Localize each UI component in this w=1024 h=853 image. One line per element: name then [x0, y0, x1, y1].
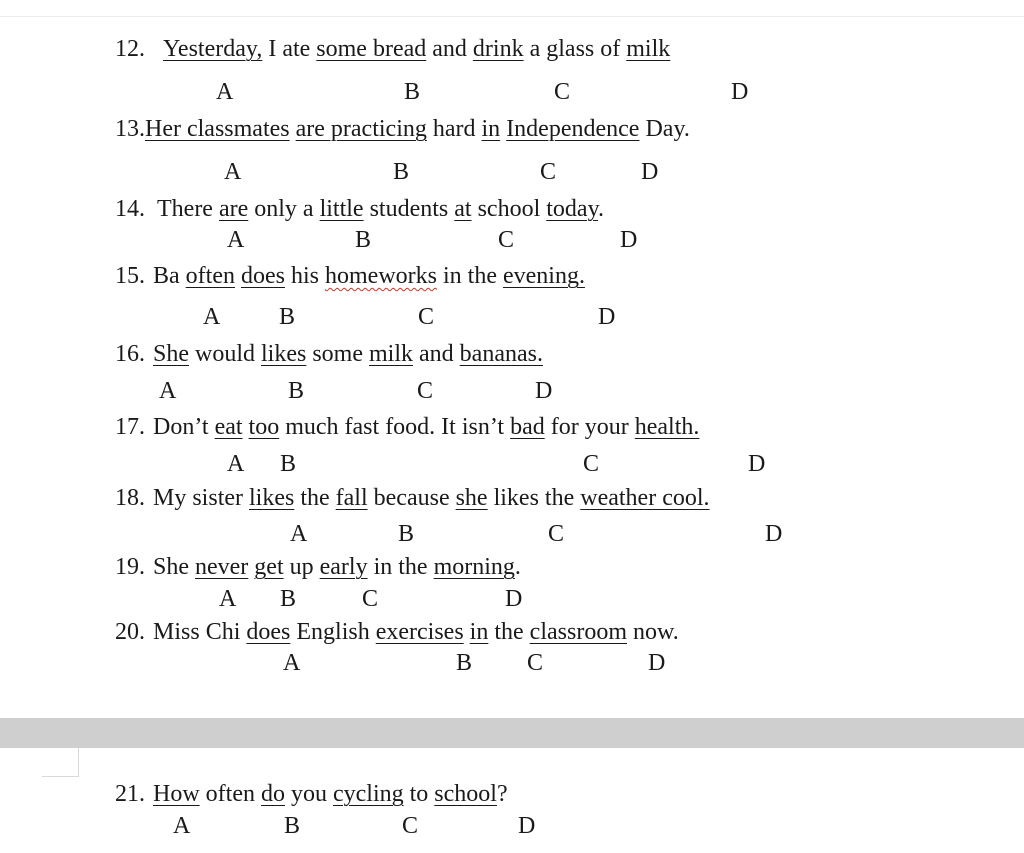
option-letter-a: A	[203, 304, 221, 330]
option-letter-c: C	[402, 813, 419, 839]
option-letter-a: A	[219, 586, 237, 612]
underlined-part-b: do	[260, 781, 285, 807]
question-14: 14. There are only a little students at school today.	[115, 196, 605, 222]
underlined-part-b: fall	[335, 485, 368, 511]
question-number: 18.	[115, 485, 145, 511]
option-letter-d: D	[731, 79, 749, 105]
underlined-part-a: Yesterday,	[163, 36, 263, 62]
page-top-edge	[0, 0, 1024, 17]
underlined-part-a: likes	[249, 485, 295, 511]
option-letter-c: C	[540, 159, 557, 185]
underlined-part-d: school	[434, 781, 497, 807]
underlined-part-a: does	[246, 619, 291, 645]
underlined-part-b: too	[248, 414, 280, 440]
question-number: 20.	[115, 619, 145, 645]
underlined-part-b: get	[254, 554, 284, 580]
underlined-part-c: homeworks	[325, 263, 437, 289]
underlined-part-d: morning	[433, 554, 515, 580]
underlined-part-c: bad	[510, 414, 545, 440]
option-letter-b: B	[404, 79, 421, 105]
option-letter-b: B	[398, 521, 415, 547]
question-number: 13.	[115, 116, 145, 142]
question-17: 17. Don’t eat too much fast food. It isn’t bad for your health.	[115, 414, 700, 440]
underlined-part-b: some bread	[316, 36, 427, 62]
question-21: 21. How often do you cycling to school?	[115, 781, 508, 807]
option-letter-b: B	[284, 813, 301, 839]
question-13: 13.Her classmates are practicing hard in Independence Day.	[115, 116, 690, 142]
option-letter-d: D	[535, 378, 553, 404]
question-number: 19.	[115, 554, 145, 580]
option-letter-c: C	[418, 304, 435, 330]
option-letter-d: D	[765, 521, 783, 547]
underlined-part-c: drink	[472, 36, 524, 62]
underlined-part-a: How	[153, 781, 200, 807]
question-number: 12.	[115, 36, 145, 62]
underlined-part-b: exercises	[375, 619, 464, 645]
underlined-part-c: cycling	[332, 781, 404, 807]
question-20: 20. Miss Chi does English exercises in the classroom now.	[115, 619, 679, 645]
question-15: 15. Ba often does his homeworks in the evening.	[115, 263, 585, 289]
underlined-part-a: often	[185, 263, 235, 289]
option-letter-a: A	[227, 451, 245, 477]
option-letter-b: B	[456, 650, 473, 676]
option-letter-c: C	[527, 650, 544, 676]
underlined-part-d: classroom	[529, 619, 627, 645]
option-letter-c: C	[554, 79, 571, 105]
underlined-part-c: she	[455, 485, 488, 511]
underlined-part-d: health.	[634, 414, 700, 440]
option-letter-c: C	[548, 521, 565, 547]
option-letter-a: A	[173, 813, 191, 839]
option-letter-a: A	[227, 227, 245, 253]
underlined-part-d: Independence	[506, 116, 640, 142]
option-letter-b: B	[280, 451, 297, 477]
question-number: 16.	[115, 341, 145, 367]
underlined-part-a: never	[195, 554, 249, 580]
option-letter-d: D	[648, 650, 666, 676]
page-separator	[0, 718, 1024, 748]
question-number: 21.	[115, 781, 145, 807]
underlined-part-a: are	[218, 196, 249, 222]
underlined-part-a: She	[153, 341, 189, 367]
option-letter-a: A	[290, 521, 308, 547]
underlined-part-d: weather cool.	[580, 485, 710, 511]
option-letter-c: C	[417, 378, 434, 404]
option-letter-b: B	[355, 227, 372, 253]
page-corner-mark	[42, 748, 79, 777]
question-16: 16. She would likes some milk and bananas.	[115, 341, 543, 367]
option-letter-b: B	[393, 159, 410, 185]
underlined-part-c: early	[319, 554, 368, 580]
underlined-part-c: milk	[369, 341, 414, 367]
option-letter-a: A	[283, 650, 301, 676]
option-letter-d: D	[620, 227, 638, 253]
underlined-part-d: evening.	[502, 263, 585, 289]
question-number: 14.	[115, 196, 145, 222]
option-letter-c: C	[583, 451, 600, 477]
question-number: 17.	[115, 414, 145, 440]
underlined-part-b: does	[240, 263, 285, 289]
underlined-part-c: in	[469, 619, 489, 645]
option-letter-c: C	[498, 227, 515, 253]
question-18: 18. My sister likes the fall because she likes the weather cool.	[115, 485, 710, 511]
option-letter-d: D	[641, 159, 659, 185]
option-letter-d: D	[505, 586, 523, 612]
underlined-part-d: today	[546, 196, 599, 222]
option-letter-a: A	[216, 79, 234, 105]
underlined-part-a: Her classmates	[145, 116, 290, 142]
option-letter-a: A	[224, 159, 242, 185]
option-letter-b: B	[280, 586, 297, 612]
underlined-part-b: likes	[261, 341, 307, 367]
option-letter-a: A	[159, 378, 177, 404]
underlined-part-a: eat	[214, 414, 243, 440]
underlined-part-b: little	[319, 196, 364, 222]
option-letter-c: C	[362, 586, 379, 612]
underlined-part-c: in	[481, 116, 501, 142]
underlined-part-b: are practicing	[295, 116, 427, 142]
underlined-part-d: milk	[626, 36, 671, 62]
option-letter-b: B	[279, 304, 296, 330]
question-19: 19. She never get up early in the morning.	[115, 554, 521, 580]
question-12: 12. Yesterday, I ate some bread and drink a glass of milk	[115, 36, 671, 62]
option-letter-d: D	[748, 451, 766, 477]
option-letter-d: D	[598, 304, 616, 330]
underlined-part-c: at	[454, 196, 472, 222]
option-letter-d: D	[518, 813, 536, 839]
question-number: 15.	[115, 263, 145, 289]
underlined-part-d: bananas.	[459, 341, 543, 367]
option-letter-b: B	[288, 378, 305, 404]
